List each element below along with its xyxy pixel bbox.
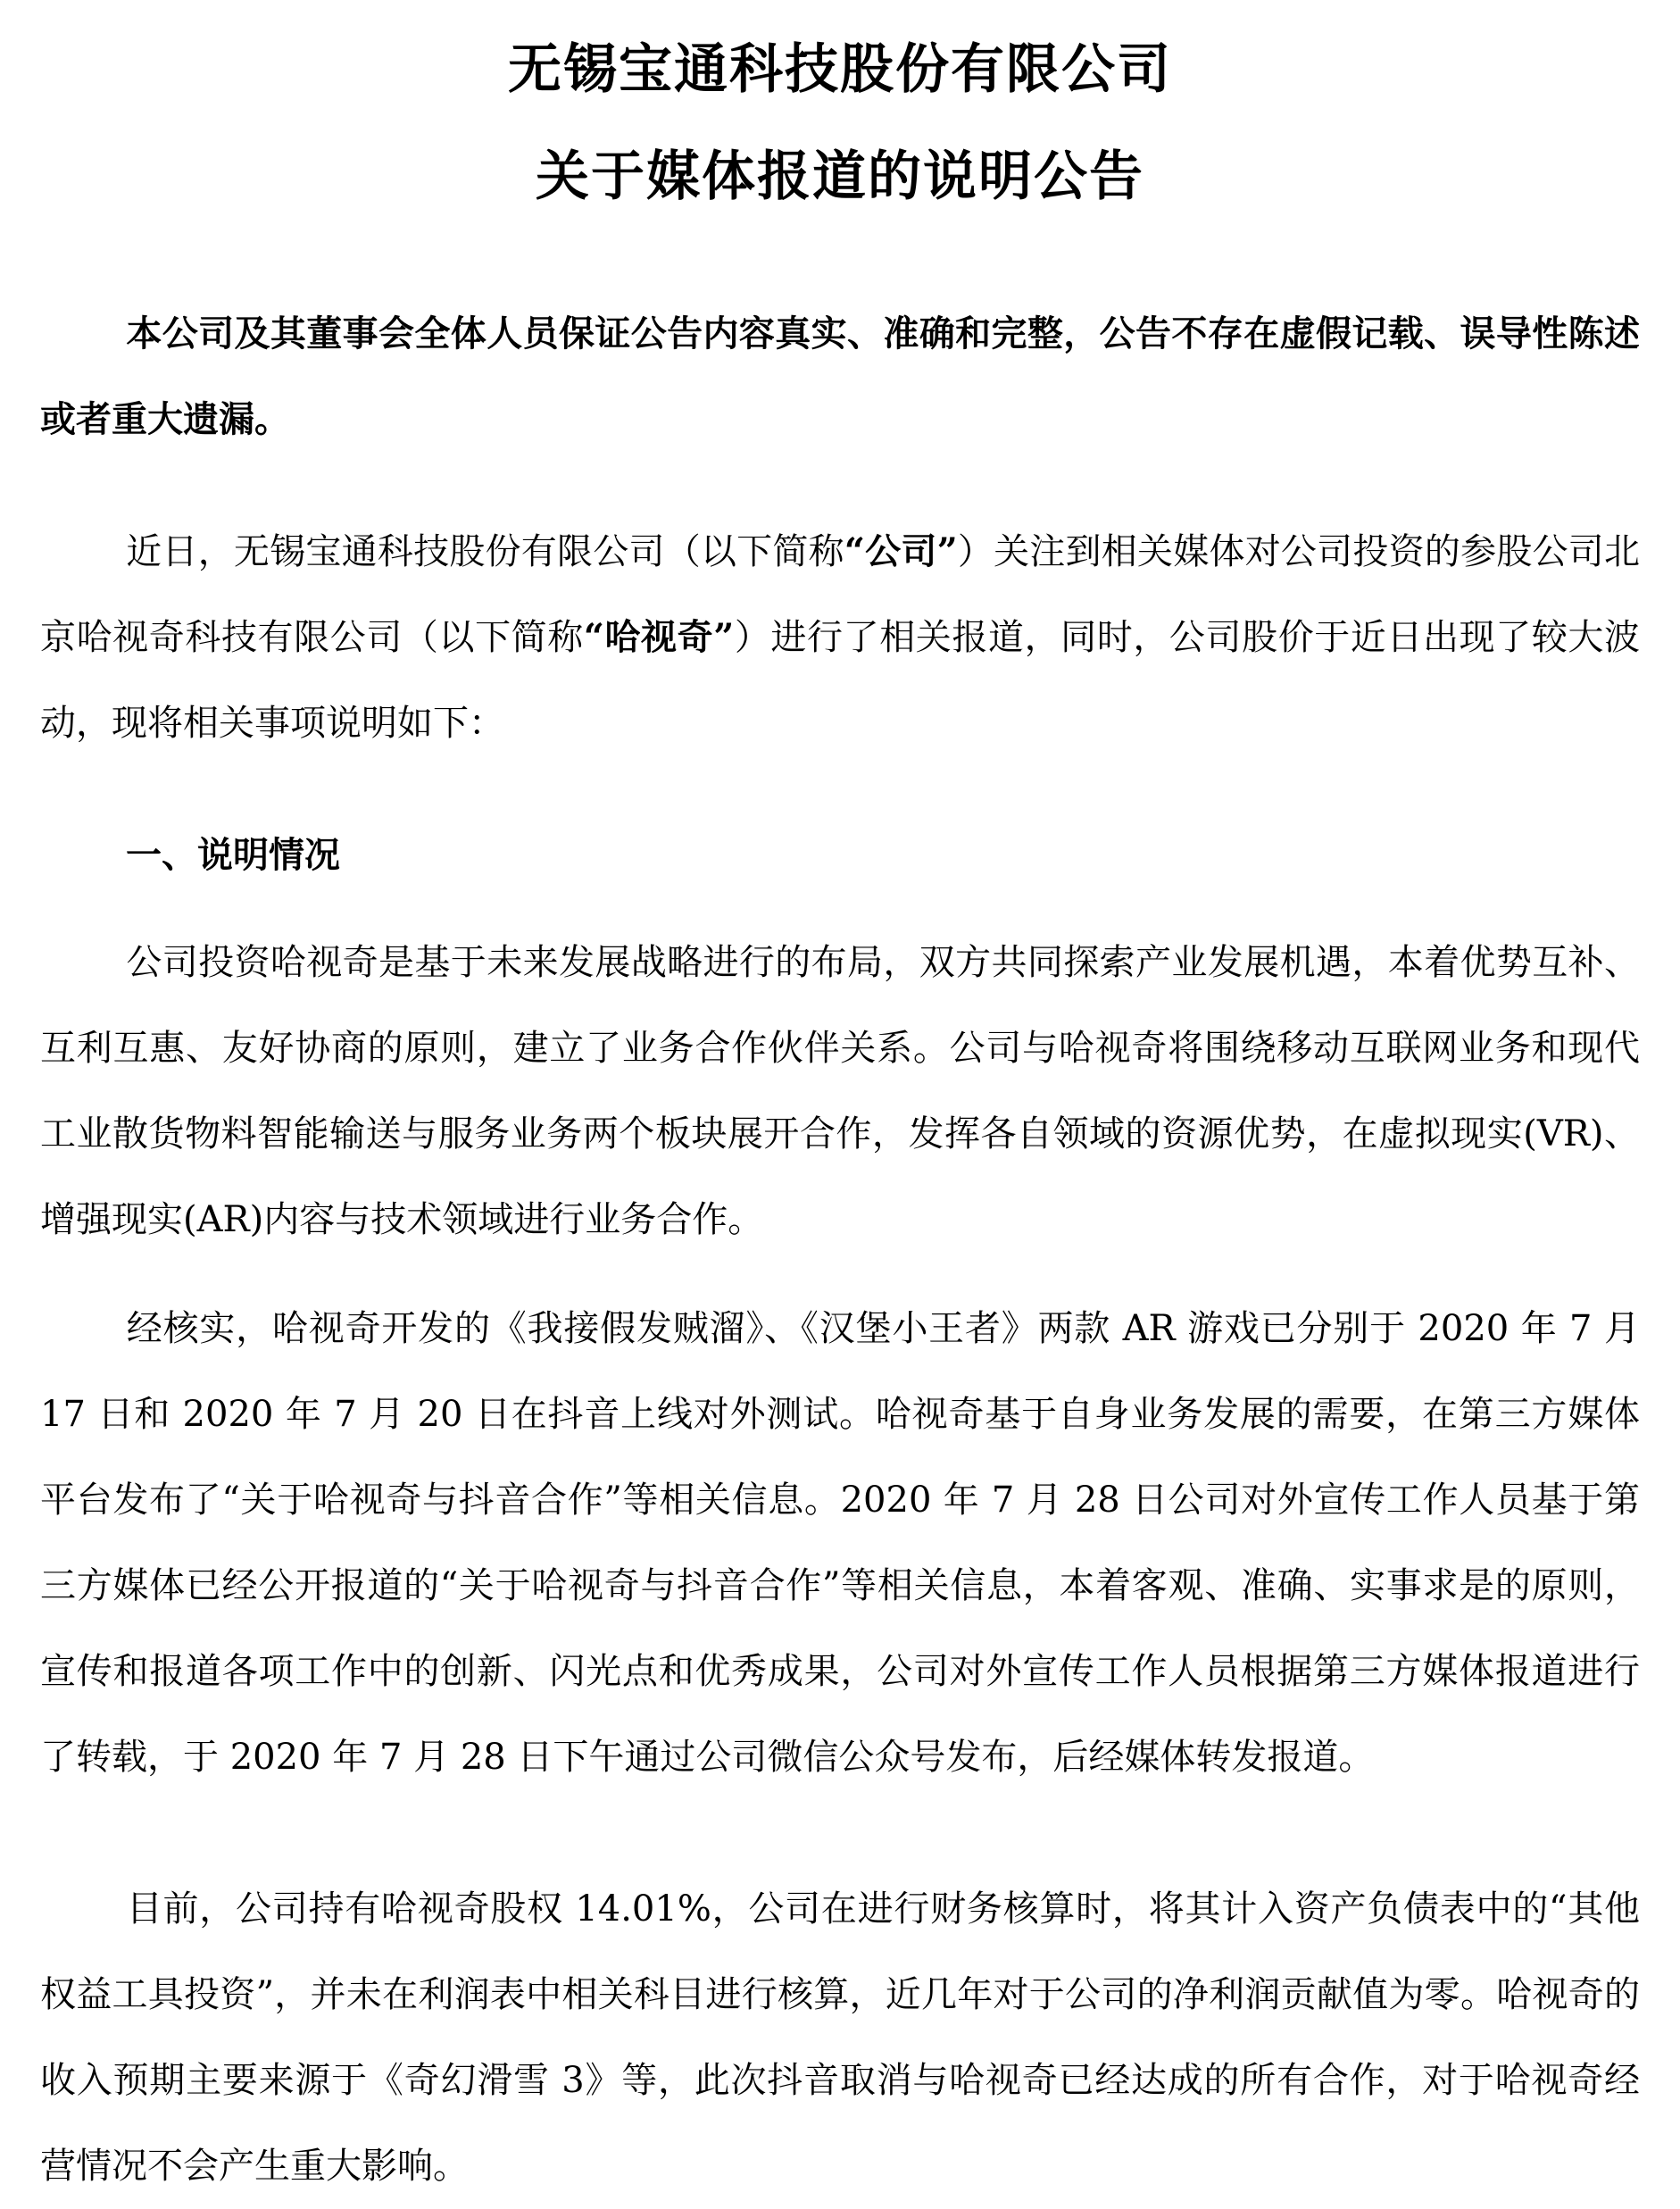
announcement-title: 关于媒体报道的说明公告 <box>536 146 1144 208</box>
recent-text-2: ）关注到相关媒体对公司投资的参股公司北京哈视奇科技有限公司（以下简称 <box>40 531 1641 658</box>
body-paragraph-verification <box>40 1286 1640 1800</box>
recent-text-3: ）进行了相关报道，同时，公司股价于近日出现了较大波动，现将相关事项说明如下： <box>40 617 1641 744</box>
haishiqi-abbreviation: “哈视奇” <box>583 616 735 658</box>
paragraph-text: 经核实，哈视奇开发的《我接假发贼溜》、《汉堡小王者》两款 AR 游戏已分别于 2020 年 7 月 17 日和 2020 年 7 月 20 日在抖音上线对外测试。哈视奇基于自身业务发展的需要，在第三方媒体平台发布了“关于哈视奇与抖音合作”等相关信息。2020 年 7 月 28 日公司对外宣传工作人员基于第三方媒体已经公开报道的“关于哈视奇与抖音合作”等相关信息，本着客观、准确、实事求是的原则，宣传和报道各项工作中的创新、闪光点和优秀成果，公司对外宣传工作人员根据第三方媒体报道进行了转载，于 2020 年 7 月 28 日下午通过公司微信公众号发布，后经媒体转发报道。 <box>40 1308 1640 1778</box>
section-heading <box>40 813 1640 898</box>
recent-text-1: 近日，无锡宝通科技股份有限公司（以下简称 <box>126 531 844 572</box>
recent-events-paragraph <box>40 509 1640 766</box>
company-abbreviation: “公司” <box>844 530 958 572</box>
paragraph-text: 公司投资哈视奇是基于未来发展战略进行的布局，双方共同探索产业发展机遇，本着优势互补、互利互惠、友好协商的原则，建立了业务合作伙伴关系。公司与哈视奇将围绕移动互联网业务和现代工业散货物料智能输送与服务业务两个板块展开合作，发挥各自领域的资源优势，在虚拟现实(VR)、增强现实(AR)内容与技术领域进行业务合作。 <box>40 942 1640 1240</box>
board-guarantee-statement <box>40 291 1640 463</box>
paragraph-text: 目前，公司持有哈视奇股权 14.01%，公司在进行财务核算时，将其计入资产负债表中的“其他权益工具投资”，并未在利润表中相关科目进行核算，近几年对于公司的净利润贡献值为零。哈视奇的收入预期主要来源于《奇幻滑雪 3》等，此次抖音取消与哈视奇已经达成的所有合作，对于哈视奇经营情况不会产生重大影响。 <box>40 1888 1640 2187</box>
company-name-title: 无锡宝通科技股份有限公司 <box>508 38 1172 101</box>
section-heading-text: 一、说明情况 <box>126 834 340 876</box>
body-paragraph-cooperation <box>40 920 1640 1263</box>
body-paragraph-equity <box>40 1866 1640 2209</box>
board-guarantee-text: 本公司及其董事会全体人员保证公告内容真实、准确和完整，公告不存在虚假记载、误导性陈述或者重大遗漏。 <box>40 313 1640 440</box>
